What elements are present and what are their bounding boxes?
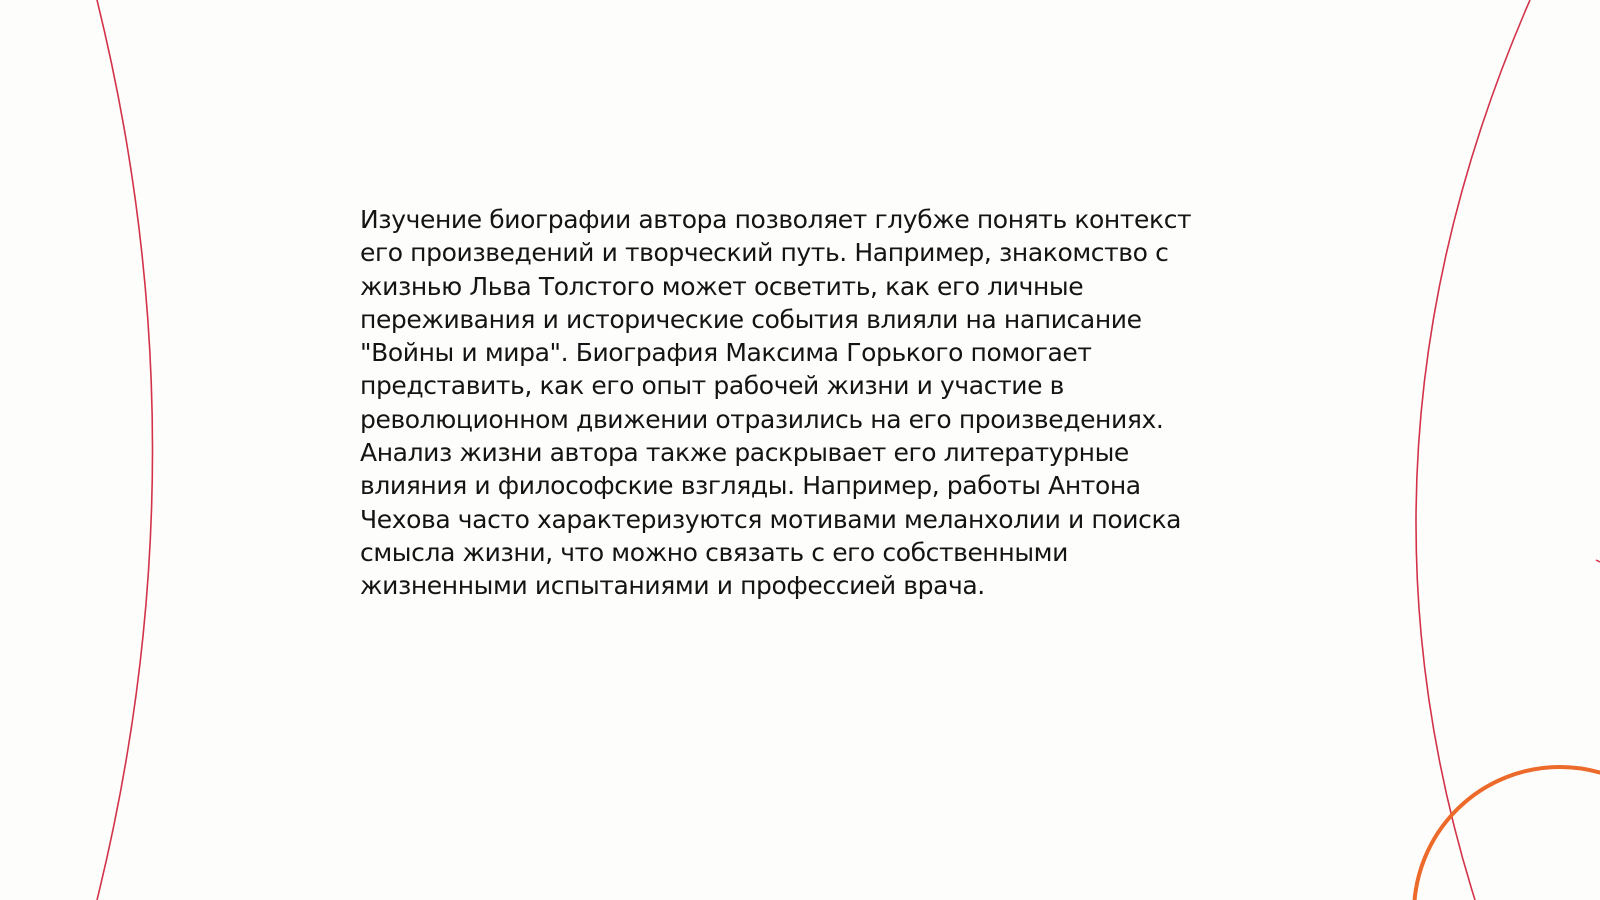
paragraph-line: смысла жизни, что можно связать с его собственными xyxy=(360,537,1068,567)
paragraph-line: Анализ жизни автора также раскрывает его литературные xyxy=(360,438,1129,468)
paragraph-line: представить, как его опыт рабочей жизни и участие в xyxy=(360,371,1064,401)
paragraph-line: "Войны и мира". Биография Максима Горького помогает xyxy=(360,338,1092,368)
paragraph-line: Чехова часто характеризуются мотивами меланхолии и поиска xyxy=(360,504,1182,534)
left-curve-line xyxy=(97,0,153,900)
paragraph-line: революционном движении отразились на его произведениях. xyxy=(360,404,1164,434)
paragraph-line: переживания и исторические события влияли на написание xyxy=(360,304,1142,334)
paragraph-line: жизнью Льва Толстого может осветить, как его личные xyxy=(360,271,1084,301)
paragraph-line: влияния и философские взгляды. Например, работы Антона xyxy=(360,471,1141,501)
paragraph-line: его произведений и творческий путь. Например, знакомство с xyxy=(360,238,1169,268)
paragraph-line: жизненными испытаниями и профессией врача. xyxy=(360,571,985,601)
orange-arc-ring xyxy=(1414,767,1600,900)
body-paragraph xyxy=(360,203,1260,603)
right-curve-line xyxy=(1416,0,1530,900)
paragraph-line: Изучение биографии автора позволяет глубже понять контекст xyxy=(360,205,1192,234)
right-edge-tick xyxy=(1596,560,1600,562)
